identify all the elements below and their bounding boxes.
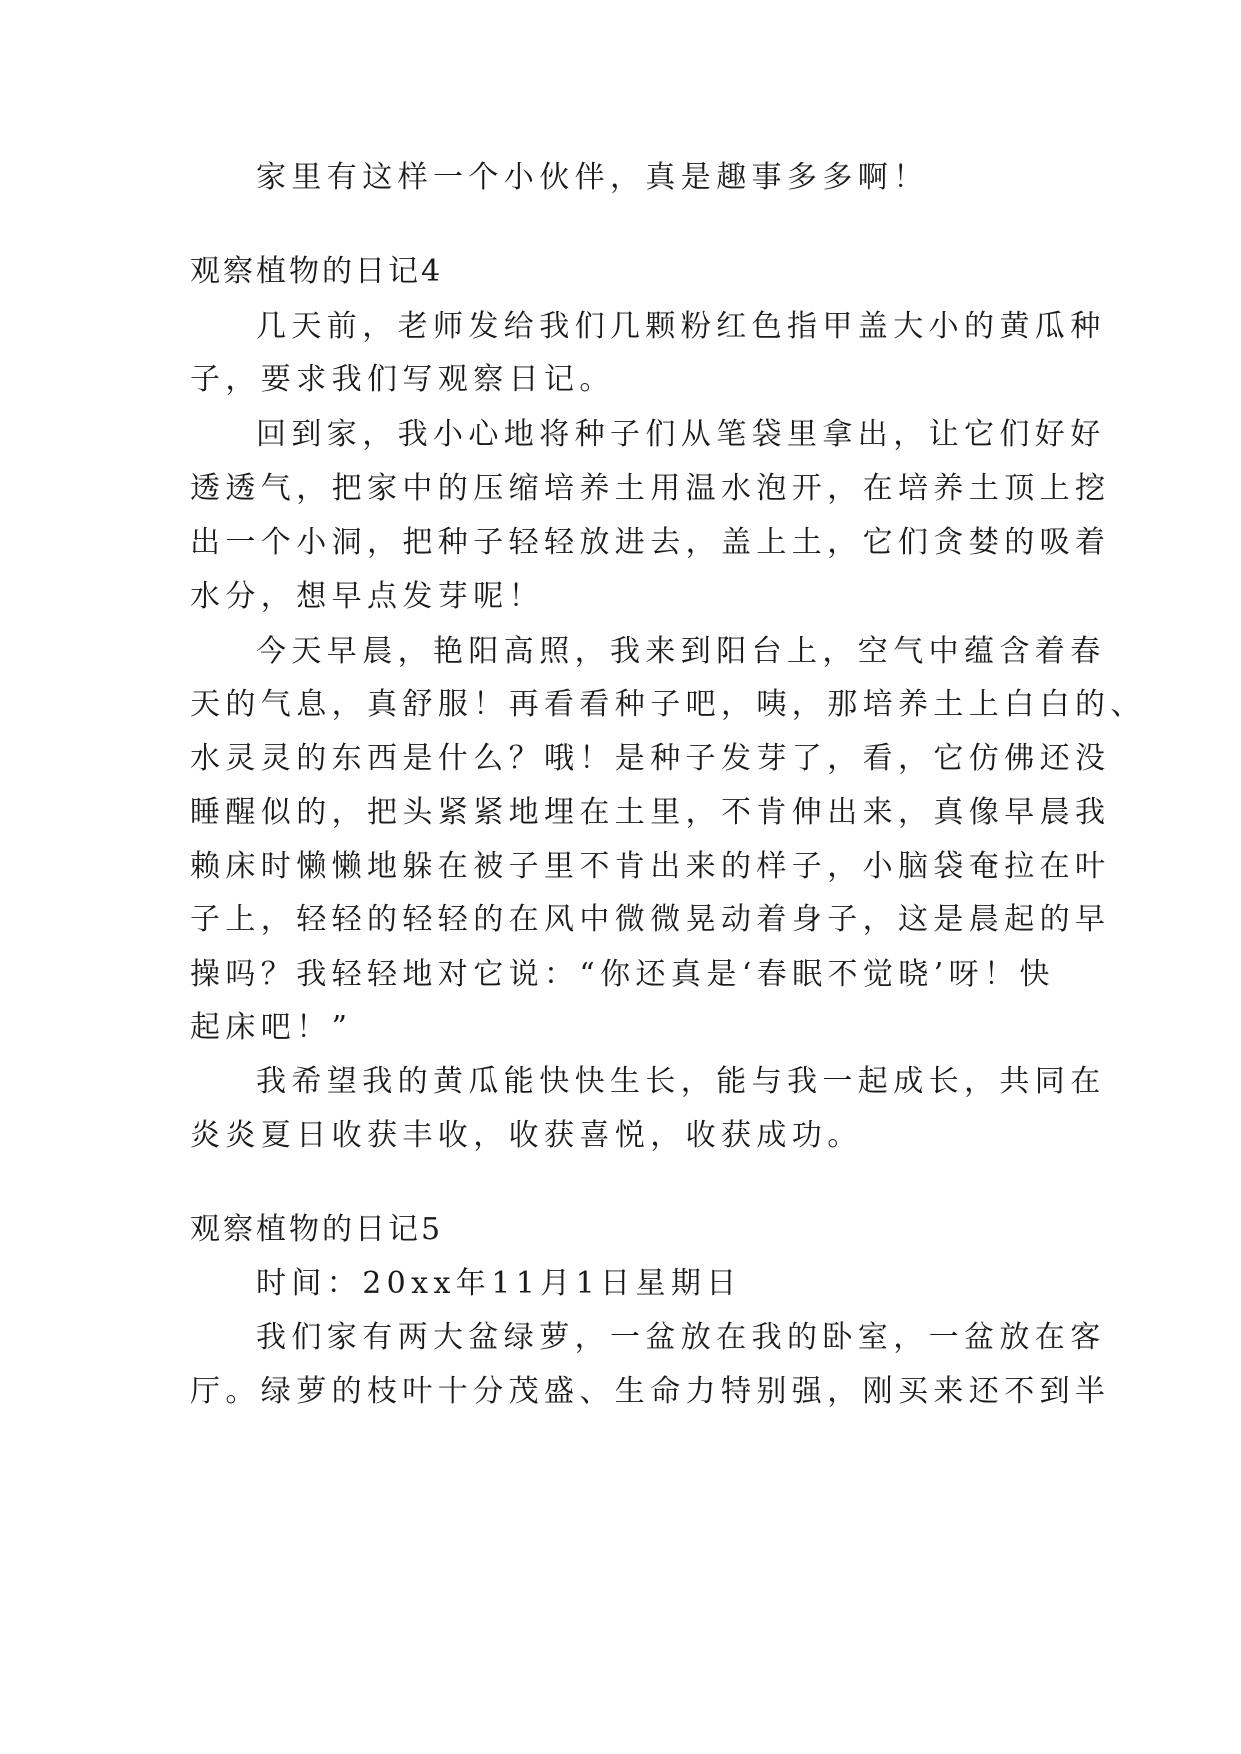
paragraph-line: 睡醒似的，把头紧紧地埋在土里，不肯伸出来，真像早晨我 xyxy=(190,795,1111,830)
paragraph-line: 家里有这样一个小伙伴，真是趣事多多啊！ xyxy=(256,160,929,195)
paragraph-line: 厅。绿萝的枝叶十分茂盛、生命力特别强，刚买来还不到半 xyxy=(190,1374,1111,1409)
paragraph-line: 回到家，我小心地将种子们从笔袋里拿出，让它们好好 xyxy=(256,417,1106,452)
section-heading-diary-4: 观察植物的日记4 xyxy=(190,254,444,289)
paragraph-line: 操吗？我轻轻地对它说：“你还真是‘春眠不觉晓’呀！快 xyxy=(190,957,1055,992)
paragraph-line: 今天早晨，艳阳高照，我来到阳台上，空气中蕴含着春 xyxy=(256,634,1106,669)
paragraph-line: 出一个小洞，把种子轻轻放进去，盖上土，它们贪婪的吸着 xyxy=(190,525,1111,560)
paragraph-line: 水灵灵的东西是什么？哦！是种子发芽了，看，它仿佛还没 xyxy=(190,741,1111,776)
paragraph-line: 几天前，老师发给我们几颗粉红色指甲盖大小的黄瓜种 xyxy=(256,309,1106,344)
date-line: 时间：20xx年11月1日星期日 xyxy=(256,1266,742,1301)
paragraph-line: 透透气，把家中的压缩培养土用温水泡开，在培养土顶上挖 xyxy=(190,471,1111,506)
paragraph-line: 起床吧！” xyxy=(190,1010,353,1045)
paragraph-line: 子上，轻轻的轻轻的在风中微微晃动着身子，这是晨起的早 xyxy=(190,902,1111,937)
paragraph-line: 天的气息，真舒服！再看看种子吧，咦，那培养土上白白的、 xyxy=(190,687,1146,722)
paragraph-line: 赖床时懒懒地躲在被子里不肯出来的样子，小脑袋奄拉在叶 xyxy=(190,849,1111,884)
paragraph-line: 子，要求我们写观察日记。 xyxy=(190,362,615,397)
paragraph-line: 水分，想早点发芽呢！ xyxy=(190,579,544,614)
section-heading-diary-5: 观察植物的日记5 xyxy=(190,1212,444,1247)
paragraph-line: 我们家有两大盆绿萝，一盆放在我的卧室，一盆放在客 xyxy=(256,1320,1106,1355)
paragraph-line: 我希望我的黄瓜能快快生长，能与我一起成长，共同在 xyxy=(256,1064,1106,1099)
paragraph-line: 炎炎夏日收获丰收，收获喜悦，收获成功。 xyxy=(190,1118,863,1153)
